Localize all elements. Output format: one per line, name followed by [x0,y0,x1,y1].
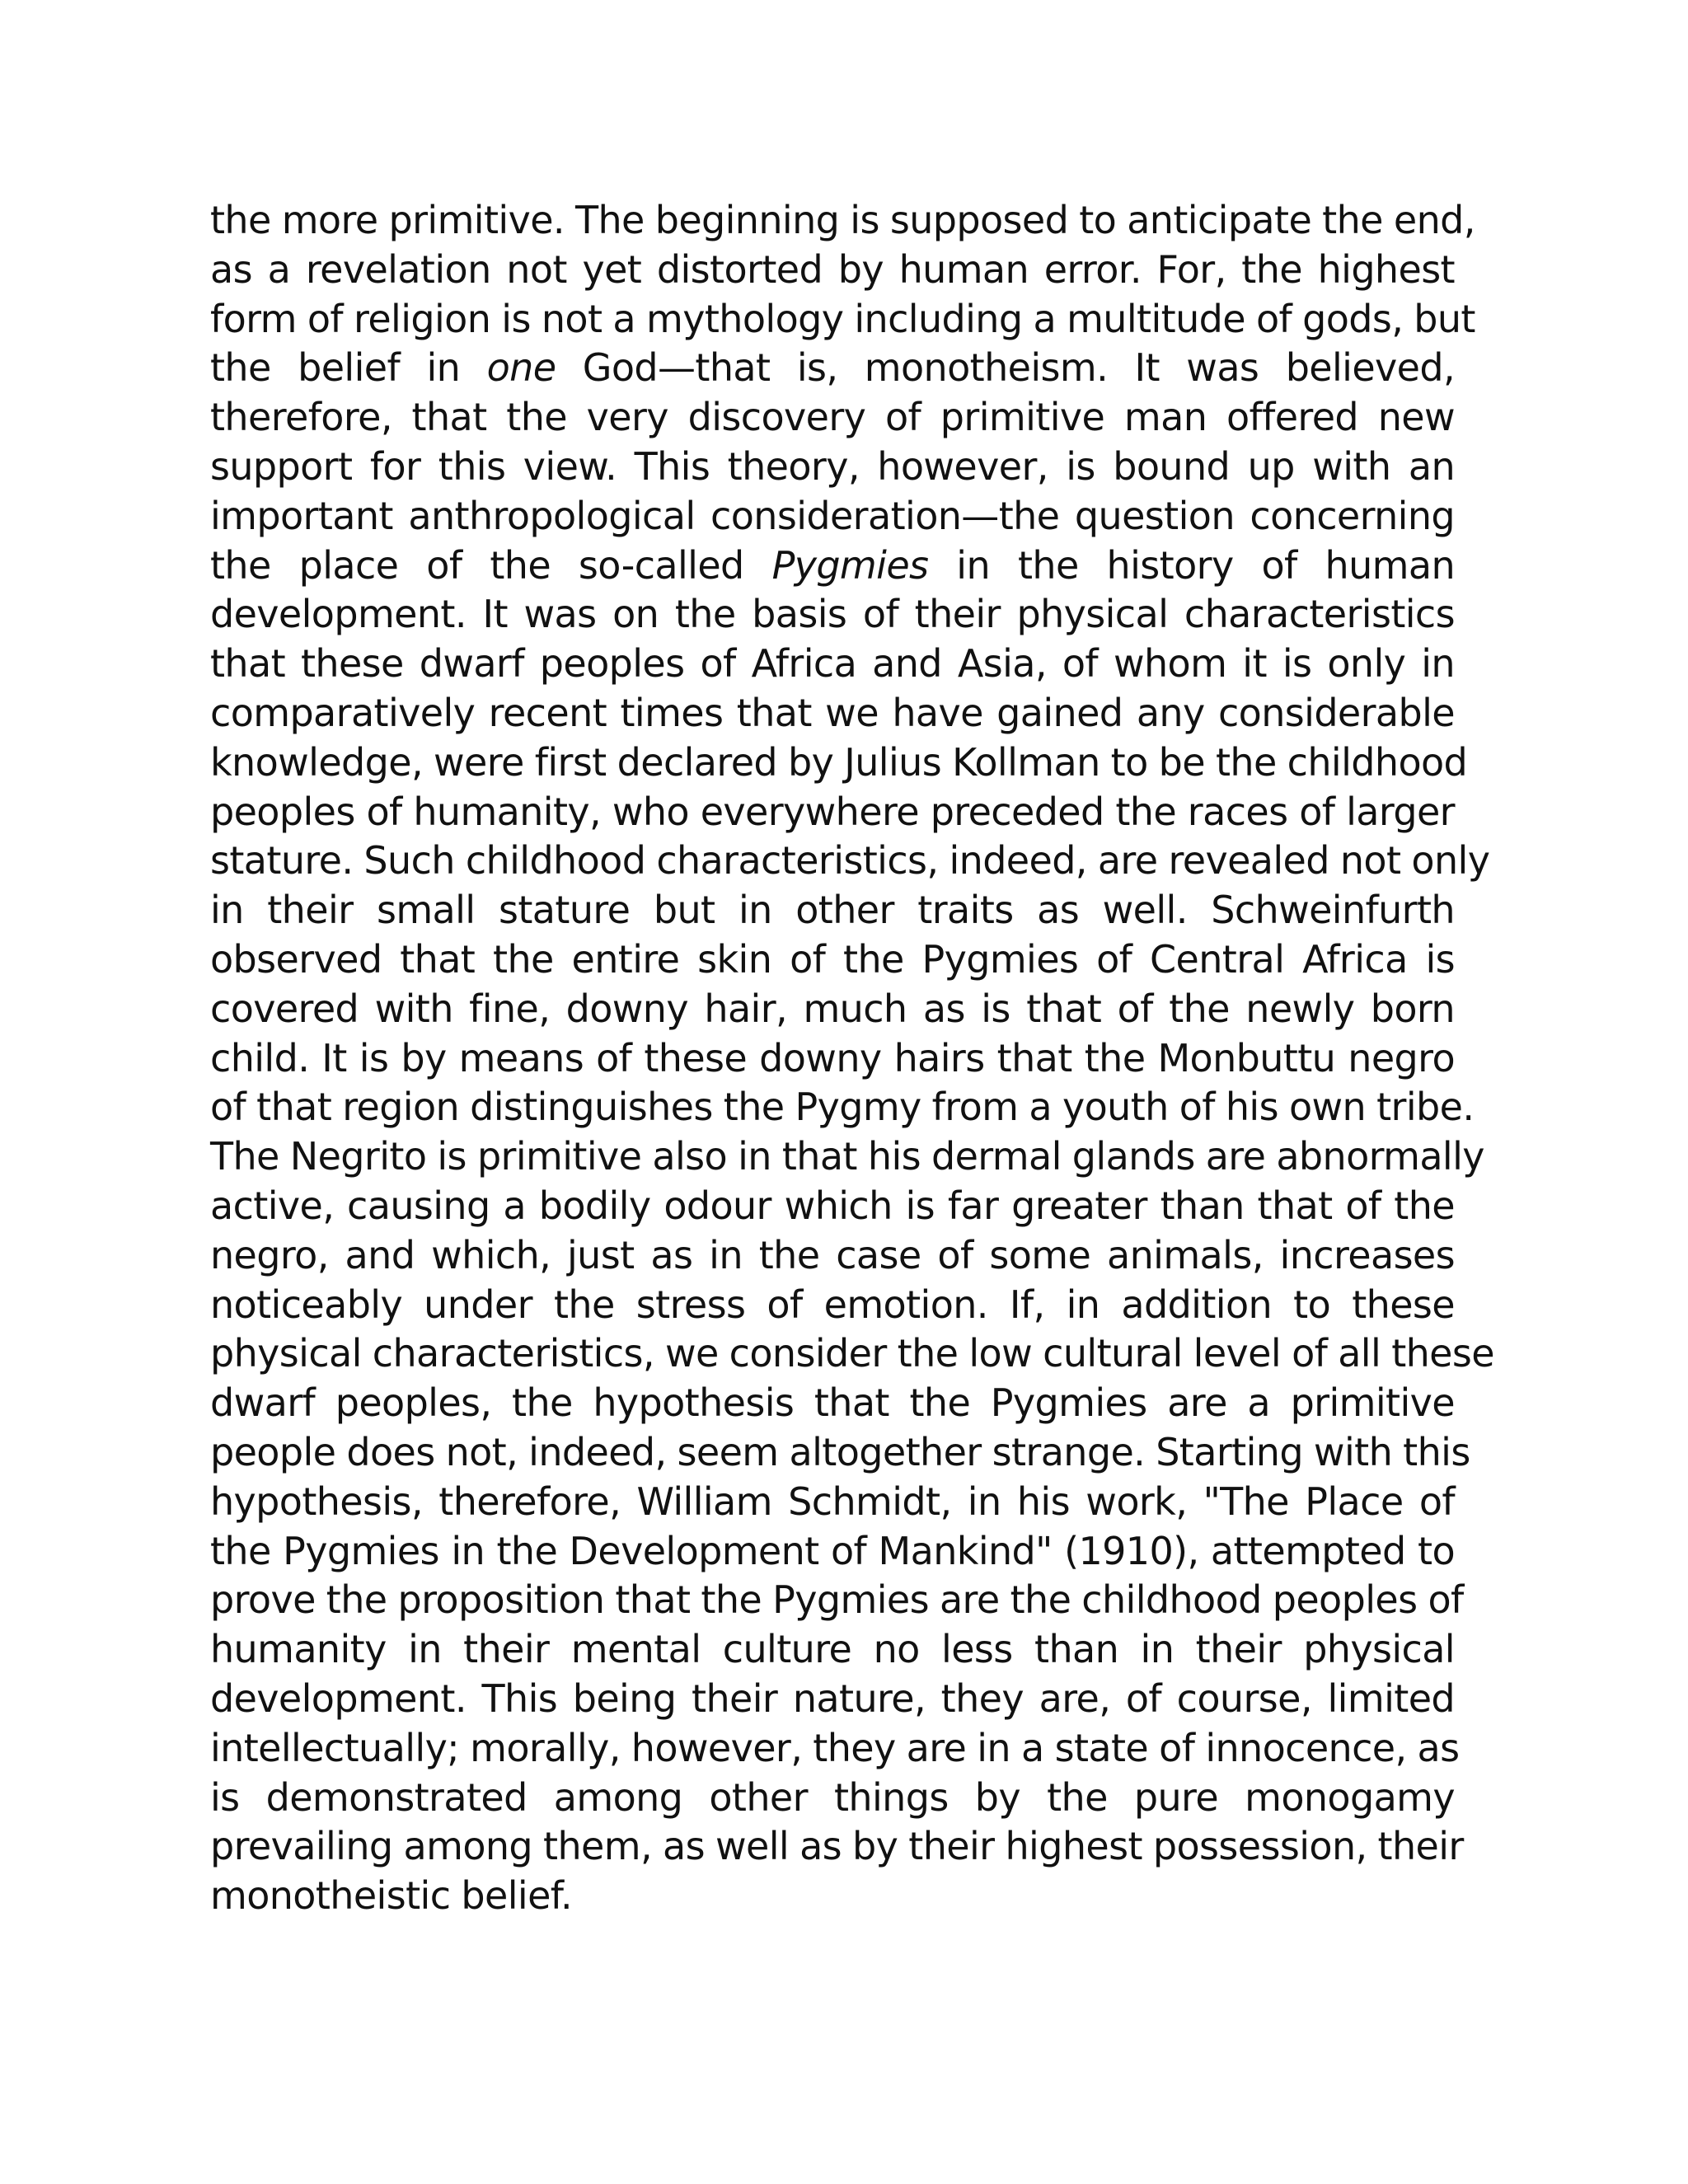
text-segment: the place of the so-called [210,542,772,588]
text-line [210,837,1490,886]
text-line [210,295,1475,344]
text-line [210,541,1455,591]
text-segment: in the history of human [928,542,1456,588]
text-segment: form of religion is not a mythology including a multitude of gods, but [210,296,1475,341]
text-line [210,935,1455,985]
text-line [210,1182,1455,1231]
text-segment: as a revelation not yet distorted by human error. For, the highest [210,246,1455,292]
text-segment: is demonstrated among other things by the pure monogamy [210,1774,1455,1820]
text-line [210,1281,1455,1330]
text-line [210,344,1455,393]
text-segment: noticeably under the stress of emotion. If, in addition to these [210,1282,1455,1327]
text-line [210,1231,1455,1281]
text-line [210,738,1468,788]
text-segment: intellectually; morally, however, they are in a state of innocence, as [210,1725,1460,1770]
text-line [210,689,1455,738]
text-line [210,1428,1470,1478]
text-segment: prove the proposition that the Pygmies are the childhood peoples of [210,1577,1464,1623]
text-segment: hypothesis, therefore, William Schmidt, in his work, "The Place of [210,1479,1455,1524]
text-line [210,393,1455,443]
text-segment: prevailing among them, as well as by their highest possession, their [210,1824,1464,1869]
text-segment: the more primitive. The beginning is supposed to anticipate the end, [210,198,1475,242]
text-segment: knowledge, were first declared by Julius Kollman to be the childhood [210,739,1468,785]
text-line [210,985,1455,1034]
text-segment: active, causing a bodily odour which is far greater than that of the [210,1183,1455,1228]
text-segment: peoples of humanity, who everywhere preceded the races of larger [210,789,1455,834]
text-segment: dwarf peoples, the hypothesis that the Pygmies are a primitive [210,1380,1455,1426]
text-line [210,590,1455,640]
text-line [210,1675,1455,1724]
text-line [210,1329,1494,1379]
text-line [210,1625,1455,1675]
text-segment: humanity in their mental culture no less than in their physical [210,1627,1455,1672]
text-segment: observed that the entire skin of the Pygmies of Central Africa is [210,936,1455,982]
text-segment: of that region distinguishes the Pygmy from a youth of his own tribe. [210,1085,1475,1130]
body-paragraph [210,196,1494,1921]
text-segment: child. It is by means of these downy hairs that the Monbuttu negro [210,1035,1455,1080]
text-line [210,1527,1455,1577]
text-segment: therefore, that the very discovery of primitive man offered new [210,395,1455,440]
text-line [210,443,1455,492]
text-segment: people does not, indeed, seem altogether strange. Starting with this [210,1429,1470,1474]
text-line [210,1724,1460,1774]
text-line [210,1034,1455,1084]
text-segment: monotheistic belief. [210,1873,573,1919]
text-segment: comparatively recent times that we have gained any considerable [210,690,1455,735]
italic-term: Pygmies [771,542,929,588]
text-segment: The Negrito is primitive also in that his dermal glands are abnormally [210,1134,1484,1179]
text-line [210,1774,1455,1823]
text-line [210,1576,1464,1625]
text-segment: covered with fine, downy hair, much as is that of the newly born [210,986,1455,1031]
text-segment: negro, and which, just as in the case of some animals, increases [210,1232,1455,1277]
text-segment: development. It was on the basis of their physical characteristics [210,592,1455,637]
text-line [210,1132,1484,1182]
text-segment: physical characteristics, we consider the low cultural level of all these [210,1331,1494,1376]
text-segment: development. This being their nature, they are, of course, limited [210,1675,1455,1721]
text-line [210,196,1475,246]
italic-term: one [486,345,556,391]
text-line [210,788,1455,837]
text-segment: in their small stature but in other traits as well. Schweinfurth [210,888,1455,933]
text-segment: the belief in [210,345,487,391]
text-line [210,1822,1464,1872]
text-segment: important anthropological consideration—the question concerning [210,493,1455,538]
text-line [210,1083,1475,1132]
text-segment: God—that is, monotheism. It was believed, [556,345,1455,391]
text-line [210,886,1455,935]
text-segment: the Pygmies in the Development of Mankind" (1910), attempted to [210,1528,1455,1573]
text-line [210,1478,1455,1527]
text-segment: that these dwarf peoples of Africa and Asia, of whom it is only in [210,641,1455,687]
text-line [210,640,1455,689]
text-line [210,1379,1455,1428]
text-line [210,1872,1455,1921]
text-segment: support for this view. This theory, however, is bound up with an [210,443,1455,489]
text-segment: stature. Such childhood characteristics, indeed, are revealed not only [210,838,1490,883]
text-line [210,492,1455,541]
text-line [210,246,1455,295]
